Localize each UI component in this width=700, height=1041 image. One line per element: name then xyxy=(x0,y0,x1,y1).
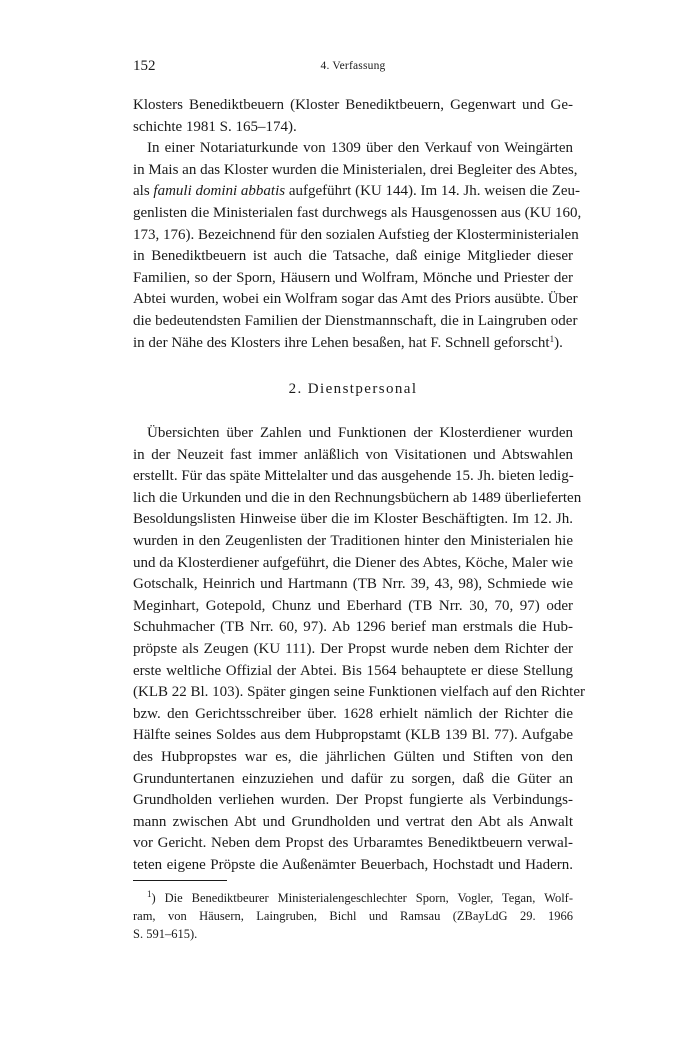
text-line: mann zwischen Abt und Grundholden und vertrat den Abt als Anwalt xyxy=(133,813,573,830)
text-line: Meginhart, Gotepold, Chunz und Eberhard (TB Nrr. 30, 70, 97) oder xyxy=(133,597,573,614)
footnote-line: ram, von Häusern, Laingruben, Bichl und Ramsau (ZBayLdG 29. 1966 xyxy=(133,909,573,923)
text-line: schichte 1981 S. 165–174). xyxy=(133,118,297,135)
text-fragment: ). xyxy=(554,334,563,351)
paragraph-continuation xyxy=(133,95,573,138)
text-fragment: aufgeführt (KU 144). Im 14. Jh. weisen die Zeu- xyxy=(285,183,581,200)
text-line-with-italic xyxy=(133,181,581,203)
text-line: wurden in den Zeugenlisten der Traditionen hinter den Ministerialen hie xyxy=(133,532,573,549)
paragraph-dienstpersonal xyxy=(133,423,585,876)
text-fragment: als xyxy=(133,183,154,200)
text-line: pröpste als Zeugen (KU 111). Der Propst wurde neben dem Richter der xyxy=(133,640,573,657)
text-line: Hälfte seines Soldes aus dem Hubpropstamt (KLB 139 Bl. 77). Aufgabe xyxy=(133,727,573,744)
text-line: und da Klosterdiener aufgeführt, die Diener des Abtes, Köche, Maler wie xyxy=(133,554,573,571)
paragraph-block-1 xyxy=(133,95,582,354)
running-head: 4. Verfassung xyxy=(320,60,386,72)
section-heading: 2. Dienstpersonal xyxy=(288,381,418,397)
text-fragment: in der Nähe des Klosters ihre Lehen besaßen, hat F. Schnell geforscht xyxy=(133,334,550,351)
text-line: (KLB 22 Bl. 103). Später gingen seine Funktionen vielfach auf den Richter xyxy=(133,684,585,701)
text-line: Schuhmacher (TB Nrr. 60, 97). Ab 1296 berief man erstmals die Hub- xyxy=(133,619,573,636)
footnote-line xyxy=(133,889,573,907)
text-line: erste weltliche Offizial der Abtei. Bis 1564 behauptete er diese Stellung xyxy=(133,662,573,679)
text-line: in Mais an das Kloster wurden die Ministerialen, drei Begleiter des Abtes, xyxy=(133,161,578,178)
footnote-reference[interactable]: 1 xyxy=(549,333,555,344)
text-line: vor Gericht. Neben dem Propst des Urbaramtes Benediktbeuern verwal- xyxy=(133,835,573,852)
text-line: erstellt. Für das späte Mittelalter und das ausgehende 15. Jh. bieten ledig- xyxy=(133,468,574,485)
page-number: 152 xyxy=(133,58,156,74)
text-line: Gotschalk, Heinrich und Hartmann (TB Nrr. 39, 43, 98), Schmiede wie xyxy=(133,576,573,593)
italic-latin-phrase: famuli domini abbatis xyxy=(153,183,286,200)
text-line-with-footnote-ref xyxy=(133,333,573,355)
text-line: Übersichten über Zahlen und Funktionen der Klosterdiener wurden xyxy=(147,425,573,441)
page-header xyxy=(133,58,573,78)
text-line: Familien, so der Sporn, Häusern und Wolfram, Mönche und Priester der xyxy=(133,269,573,286)
text-line: Besoldungslisten Hinweise über die im Kloster Beschäftigten. Im 12. Jh. xyxy=(133,511,573,528)
paragraph-notariaturkunde xyxy=(133,138,582,354)
text-line: Abtei wurden, wobei ein Wolfram sogar das Amt des Priors ausübte. Über xyxy=(133,291,578,308)
text-line: genlisten die Ministerialen fast durchwegs als Hausgenossen aus (KU 160, xyxy=(133,204,582,221)
footnote-marker: 1 xyxy=(147,889,152,899)
text-line: bzw. den Gerichtsschreiber über. 1628 erhielt nämlich der Richter die xyxy=(133,705,573,722)
text-line: Grundholden verliehen wurden. Der Propst fungierte als Verbindungs- xyxy=(133,792,573,809)
text-fragment: ) xyxy=(151,891,156,905)
footnote-line: S. 591–615). xyxy=(133,927,198,941)
text-fragment: Die Benediktbeurer Ministerialengeschlechter Sporn, Vogler, Tegan, Wolf- xyxy=(155,891,573,905)
text-line: lich die Urkunden und die in den Rechnungsbüchern ab 1489 überlieferten xyxy=(133,489,582,506)
text-line: teten eigene Pröpste die Außenämter Beuerbach, Hochstadt und Hadern. xyxy=(133,856,573,873)
text-line: Klosters Benediktbeuern (Kloster Benediktbeuern, Gegenwart und Ge- xyxy=(133,97,573,113)
text-line: des Hubpropstes war es, die jährlichen Gülten und Stiften von den xyxy=(133,748,573,765)
text-line: die bedeutendsten Familien der Dienstmannschaft, die in Laingruben oder xyxy=(133,312,578,329)
footnote xyxy=(133,889,573,943)
footnote-divider xyxy=(133,880,227,881)
text-line: 173, 176). Bezeichnend für den sozialen Aufstieg der Klosterministerialen xyxy=(133,226,579,243)
text-line: In einer Notariaturkunde von 1309 über den Verkauf von Weingärten xyxy=(147,140,573,157)
text-line: Grunduntertanen einzuziehen und dafür zu sorgen, daß die Güter an xyxy=(133,770,573,787)
text-line: in der Neuzeit fast immer anläßlich von Visitationen und Abtswahlen xyxy=(133,446,573,463)
text-line: in Benediktbeuern ist auch die Tatsache, daß einige Mitglieder dieser xyxy=(133,248,573,265)
paragraph-block-2 xyxy=(133,423,585,876)
